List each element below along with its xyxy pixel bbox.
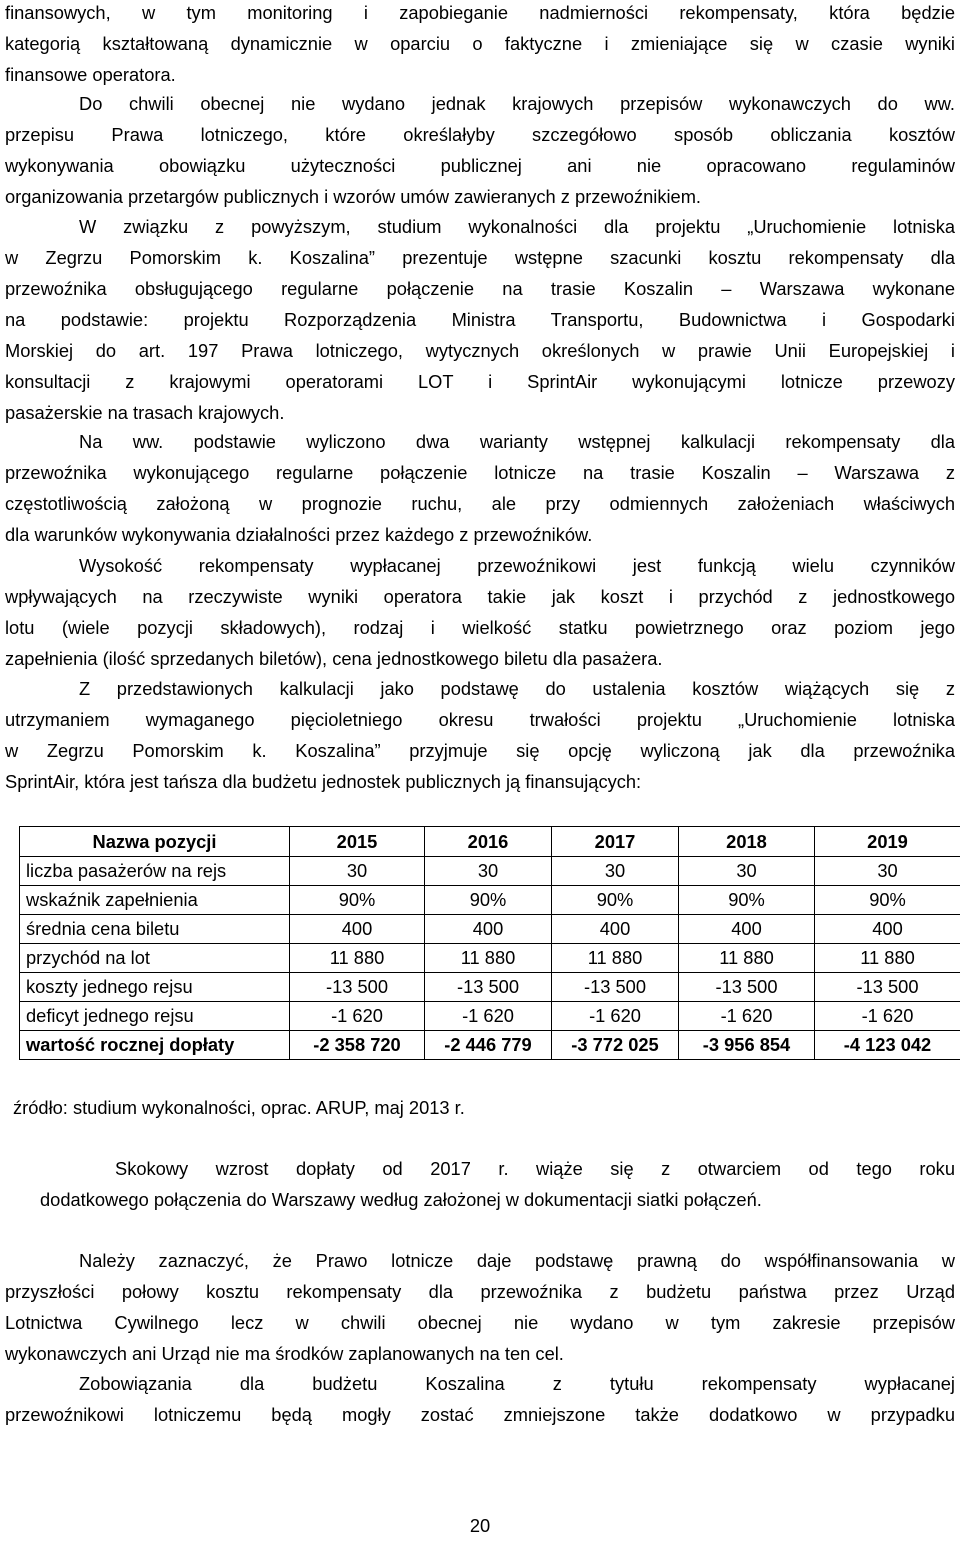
table-source-note: źródło: studium wykonalności, oprac. ARUP, maj 2013 r. bbox=[13, 1092, 465, 1123]
text-line: na podstawie: projektu Rozporządzenia Ministra Transportu, Budownictwa i Gospodarki bbox=[5, 304, 955, 335]
text-line: Do chwili obecnej nie wydano jednak krajowych przepisów wykonawczych do ww. bbox=[5, 88, 955, 119]
paragraph-obligations bbox=[5, 1368, 955, 1430]
text-line: W związku z powyższym, studium wykonalności dla projektu „Uruchomienie lotniska bbox=[5, 211, 955, 242]
table-cell: 400 bbox=[425, 915, 552, 944]
text-line: przewoźnika obsługującego regularne połączenie na trasie Koszalin – Warszawa wykonane bbox=[5, 273, 955, 304]
text-line: konsultacji z krajowymi operatorami LOT i SprintAir wykonującymi lotnicze przewozy bbox=[5, 366, 955, 397]
column-header: 2019 bbox=[815, 827, 960, 857]
text-line: lotu (wiele pozycji składowych), rodzaj i wielkość statku powietrznego oraz poziom jego bbox=[5, 612, 955, 643]
text-line: przewoźnika wykonującego regularne połączenie lotnicze na trasie Koszalin – Warszawa z bbox=[5, 457, 955, 488]
table-cell: 400 bbox=[815, 915, 960, 944]
paragraph-regulations bbox=[5, 88, 955, 212]
text-line: pasażerskie na trasach krajowych. bbox=[5, 397, 955, 428]
text-line: w Zegrzu Pomorskim k. Koszalina” przyjmuje się opcję wyliczoną jak dla przewoźnika bbox=[5, 735, 955, 766]
text-line: Lotnictwa Cywilnego lecz w chwili obecnej nie wydano w tym zakresie przepisów bbox=[5, 1307, 955, 1338]
text-line: Morskiej do art. 197 Prawa lotniczego, wytycznych określonych w prawie Unii Europejskiej i bbox=[5, 335, 955, 366]
table-cell: -1 620 bbox=[679, 1002, 815, 1031]
table-cell: -1 620 bbox=[815, 1002, 960, 1031]
table-cell: 400 bbox=[290, 915, 425, 944]
paragraph-aviation-law bbox=[5, 1245, 955, 1369]
compensation-table bbox=[19, 826, 960, 1060]
text-line: Zobowiązania dla budżetu Koszalina z tytułu rekompensaty wypłacanej bbox=[5, 1368, 955, 1399]
table-cell: średnia cena biletu bbox=[20, 915, 290, 944]
table-cell: liczba pasażerów na rejs bbox=[20, 857, 290, 886]
table-cell: wartość rocznej dopłaty bbox=[20, 1031, 290, 1060]
table-cell: 11 880 bbox=[679, 944, 815, 973]
text-line: dodatkowego połączenia do Warszawy według założonej w dokumentacji siatki połączeń. bbox=[40, 1184, 955, 1215]
table-header-row bbox=[20, 827, 960, 857]
table-cell: wskaźnik zapełnienia bbox=[20, 886, 290, 915]
table-cell: 30 bbox=[815, 857, 960, 886]
text-line: organizowania przetargów publicznych i wzorów umów zawieranych z przewoźnikiem. bbox=[5, 181, 955, 212]
table-cell: deficyt jednego rejsu bbox=[20, 1002, 290, 1031]
text-line: finansowych, w tym monitoring i zapobieganie nadmierności rekompensaty, która będzie bbox=[5, 0, 955, 28]
text-line: Na ww. podstawie wyliczono dwa warianty wstępnej kalkulacji rekompensaty dla bbox=[5, 426, 955, 457]
paragraph-compensation-factors bbox=[5, 550, 955, 674]
column-header: Nazwa pozycji bbox=[20, 827, 290, 857]
text-line: kategorią kształtowaną dynamicznie w oparciu o faktyczne i zmieniające się w czasie wyniki bbox=[5, 28, 955, 59]
table-cell: -13 500 bbox=[552, 973, 679, 1002]
column-header: 2018 bbox=[679, 827, 815, 857]
text-line: przyszłości połowy kosztu rekompensaty dla przewoźnika z budżetu państwa przez Urząd bbox=[5, 1276, 955, 1307]
text-line: przewoźnikowi lotniczemu będą mogły zostać zmniejszone także dodatkowo w przypadku bbox=[5, 1399, 955, 1430]
table-cell: 30 bbox=[552, 857, 679, 886]
table-row bbox=[20, 944, 960, 973]
table-cell: -13 500 bbox=[815, 973, 960, 1002]
column-header: 2016 bbox=[425, 827, 552, 857]
text-line: utrzymaniem wymaganego pięcioletniego okresu trwałości projektu „Uruchomienie lotniska bbox=[5, 704, 955, 735]
text-line: Wysokość rekompensaty wypłacanej przewoźnikowi jest funkcją wielu czynników bbox=[5, 550, 955, 581]
table-cell: koszty jednego rejsu bbox=[20, 973, 290, 1002]
table-cell: 11 880 bbox=[552, 944, 679, 973]
table-cell: -1 620 bbox=[425, 1002, 552, 1031]
table-cell: 11 880 bbox=[425, 944, 552, 973]
table-cell: -1 620 bbox=[290, 1002, 425, 1031]
paragraph-calculations bbox=[5, 673, 955, 797]
table-cell: 90% bbox=[290, 886, 425, 915]
text-line: Należy zaznaczyć, że Prawo lotnicze daje podstawę prawną do współfinansowania w bbox=[5, 1245, 955, 1276]
paragraph-subsidy-jump bbox=[40, 1153, 955, 1215]
table-cell: 400 bbox=[552, 915, 679, 944]
paragraph-monitoring bbox=[5, 0, 955, 90]
table-cell: 11 880 bbox=[290, 944, 425, 973]
column-header: 2015 bbox=[290, 827, 425, 857]
table-row bbox=[20, 1002, 960, 1031]
table-cell: -1 620 bbox=[552, 1002, 679, 1031]
table-cell: 90% bbox=[815, 886, 960, 915]
text-line: przepisu Prawa lotniczego, które określałyby szczegółowo sposób obliczania kosztów bbox=[5, 119, 955, 150]
table-cell: 90% bbox=[552, 886, 679, 915]
page-number: 20 bbox=[0, 1510, 960, 1541]
text-line: częstotliwością założoną w prognozie ruchu, ale przy odmiennych założeniach właściwych bbox=[5, 488, 955, 519]
table-cell: -2 446 779 bbox=[425, 1031, 552, 1060]
text-line: finansowe operatora. bbox=[5, 59, 955, 90]
table-total-row bbox=[20, 1031, 960, 1060]
column-header: 2017 bbox=[552, 827, 679, 857]
paragraph-two-variants bbox=[5, 426, 955, 550]
table-row bbox=[20, 886, 960, 915]
table-row bbox=[20, 915, 960, 944]
text-line: wykonywania obowiązku użyteczności publicznej ani nie opracowano regulaminów bbox=[5, 150, 955, 181]
paragraph-feasibility-study bbox=[5, 211, 955, 428]
table-row bbox=[20, 973, 960, 1002]
table-cell: -4 123 042 bbox=[815, 1031, 960, 1060]
table-cell: -13 500 bbox=[679, 973, 815, 1002]
text-line: dla warunków wykonywania działalności przez każdego z przewoźników. bbox=[5, 519, 955, 550]
table-cell: -3 772 025 bbox=[552, 1031, 679, 1060]
text-line: wykonawczych ani Urząd nie ma środków zaplanowanych na ten cel. bbox=[5, 1338, 955, 1369]
table-cell: 30 bbox=[425, 857, 552, 886]
text-line: wpływających na rzeczywiste wyniki operatora takie jak koszt i przychód z jednostkowego bbox=[5, 581, 955, 612]
table-cell: 11 880 bbox=[815, 944, 960, 973]
table-cell: -2 358 720 bbox=[290, 1031, 425, 1060]
text-line: Z przedstawionych kalkulacji jako podstawę do ustalenia kosztów wiążących się z bbox=[5, 673, 955, 704]
table-cell: -13 500 bbox=[290, 973, 425, 1002]
table-cell: 30 bbox=[679, 857, 815, 886]
table-cell: 90% bbox=[425, 886, 552, 915]
table-cell: 30 bbox=[290, 857, 425, 886]
table-row bbox=[20, 857, 960, 886]
text-line: w Zegrzu Pomorskim k. Koszalina” prezentuje wstępne szacunki kosztu rekompensaty dla bbox=[5, 242, 955, 273]
table-cell: 90% bbox=[679, 886, 815, 915]
table-cell: -13 500 bbox=[425, 973, 552, 1002]
table-cell: -3 956 854 bbox=[679, 1031, 815, 1060]
table-cell: 400 bbox=[679, 915, 815, 944]
table-cell: przychód na lot bbox=[20, 944, 290, 973]
text-line: zapełnienia (ilość sprzedanych biletów), cena jednostkowego biletu dla pasażera. bbox=[5, 643, 955, 674]
text-line: SprintAir, która jest tańsza dla budżetu jednostek publicznych ją finansujących: bbox=[5, 766, 955, 797]
text-line: Skokowy wzrost dopłaty od 2017 r. wiąże się z otwarciem od tego roku bbox=[40, 1153, 955, 1184]
